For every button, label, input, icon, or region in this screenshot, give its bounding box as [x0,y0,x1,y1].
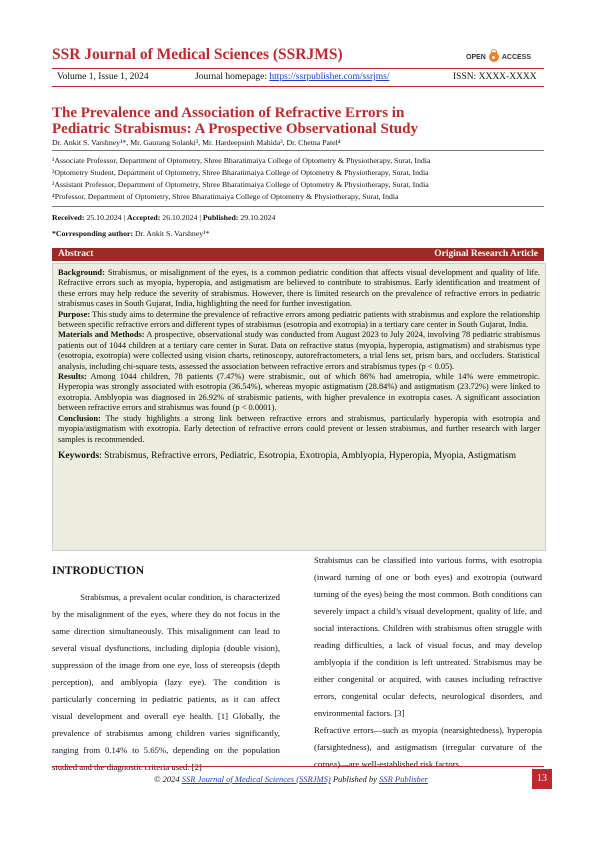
received-label: Received: [52,213,85,222]
abstract-conclusion [58,414,540,445]
footer-publisher-link[interactable]: SSR Publisher [379,774,428,784]
open-access-left: OPEN [466,53,486,61]
corresponding-name: Dr. Ankit S. Varshney¹* [135,229,210,238]
article-type: Original Research Article [434,249,538,259]
footer-prefix: © 2024 [154,774,182,784]
corresponding-author [52,229,209,238]
abstract-heading: Abstract [58,249,94,259]
affiliation-rule-top [52,150,544,151]
footer-journal-link[interactable]: SSR Journal of Medical Sciences (SSRJMS) [181,774,331,784]
background-text: Strabismus, or misalignment of the eyes, is a common pediatric condition that affects visual development and quality of life. Refractive errors such as myopia, hyperopia, and astigmatism are believed to contribute to strabismus. Early identification and treatment of these errors may help reduce the severity of strabismus. However, there is limited research on the prevalence of refractive errors in pediatric strabismus cases in South Gujarat, India, highlighting the need for further investigation. [58,268,541,309]
header-rule-top [52,68,544,69]
published-date: 29.10.2024 [240,213,276,222]
accepted-date: 26.10.2024 [162,213,198,222]
article-dates: Received: 25.10.2024 | Accepted: 26.10.2024 | Published: 29.10.2024 [52,213,276,222]
affiliation-4: ⁴Professor, Department of Optometry, Shree Bharatimaiya College of Optometry & Physiotherapy, Surat, India [52,192,399,201]
accepted-label: Accepted: [127,213,161,222]
authors: Dr. Ankit S. Varshney¹*, Mr. Gaurang Solanki², Mr. Hardeepsinh Mahida³, Dr. Chetna Patel⁴ [52,138,341,147]
introduction-heading: INTRODUCTION [52,565,145,577]
published-label: Published: [202,213,239,222]
journal-name: SSR Journal of Medical Sciences (SSRJMS) [52,46,343,63]
methods-text: A prospective, observational study was conducted from August 2023 to July 2024, involving 78 pediatric strabismus patients out of 1044 children at a tertiary care center in Surat. Data on refractive status (myopia, hyperopia, astigmatism) and strabismus type (esotropia, exotropia) were collected using vision charts, retinoscopy, autorefractometers, a trial lens set, prism bars, and occluders. Statistical analysis, including chi-square tests, assessed the association between refractive errors and strabismus types (p < 0.05). [58,330,540,371]
keywords-text: : Strabismus, Refractive errors, Pediatric, Esotropia, Exotropia, Amblyopia, Hyperopia, Myopia, Astigmatism [99,450,517,461]
footer-middle: Published by [330,774,380,784]
body-left-column: Strabismus, a prevalent ocular condition, is characterized by the misalignment of the eyes, where they do not focus in the same direction simultaneously. This misalignment can lead to several visual dysfunctions, including diplopia (double vision), suppression of the image from one eye, loss of stereopsis (depth perception), and amblyopia (lazy eye). The condition is particularly concerning in pediatric patients, as it can affect visual development and overall eye health. [1] Globally, the prevalence of strabismus among children varies significantly, ranging from 0.14% to 5.65%, depending on the population studied and the diagnostic criteria used. [2] [52,592,280,772]
abstract-purpose [58,310,540,331]
footer [52,774,530,784]
abstract-bar [52,248,544,261]
page-number: 13 [532,769,552,789]
results-text: Among 1044 children, 78 patients (7.47%) were strabismic, out of which 86% had ametropia, while 14% were emmetropic. Hyperopia was strongly associated with esotropia (36.54%), whereas myopic astigmatism (28.84%) and astigmatism (23.72%) were linked to exotropia. Amblyopia was diagnosed in 26.92% of strabismic patients, with higher prevalence in exotropia cases. A significant association between refractive errors and strabismus was found (p < 0.0001). [58,372,540,413]
abstract-results [58,372,540,414]
affiliation-rule-bottom [52,206,544,207]
body-right-paragraph-2: Refractive errors—such as myopia (nearsightedness), hyperopia (farsightedness), and astigmatism (irregular curvature of the cornea)—are well-established risk factors [314,725,542,769]
open-lock-icon [489,52,499,62]
homepage-label: Journal homepage: [195,72,270,82]
body-right-paragraph-1: Strabismus can be classified into various forms, with esotropia (inward turning of one or both eyes) and exotropia (outward turning of the eyes) being the most common. Both conditions can severely impact a child’s visual development, quality of life, and social interactions. Children with strabismus often struggle with reading difficulties, a lack of visual focus, and may develop amblyopia if the condition is left untreated. Strabismus may be either congenital or acquired, with causes including refractive errors, congenital ocular defects, neurological disorders, and environmental factors. [3] [314,555,542,718]
corresponding-label: *Corresponding author: [52,229,134,238]
purpose-label: Purpose: [58,309,91,319]
affiliation-2: ²Optometry Student, Department of Optometry, Shree Bharatimaiya College of Optometry & Physiotherapy, Surat, India [52,168,429,177]
results-label: Results: [58,372,87,382]
conclusion-text: The study highlights a strong link between refractive errors and strabismus, particularly hyperopia with esotropia and myopia/astigmatism with exotropia. Early detection of refractive errors could prevent or lessen strabismus, and further research with larger samples is recommended. [58,413,540,444]
abstract-keywords [58,450,540,462]
homepage-link[interactable]: https://ssrpublisher.com/ssrjms/ [269,72,390,82]
footer-rule [52,766,544,767]
open-access-logo [466,52,531,62]
journal-homepage [195,72,389,82]
keywords-label: Keywords [58,450,100,461]
affiliation-3: ³Assistant Professor, Department of Optometry, Shree Bharatimaiya College of Optometry & Physiotherapy, Surat, India [52,180,429,189]
purpose-text: This study aims to determine the prevalence of refractive errors among pediatric patients with strabismus and explore the relationship between specific refractive errors and different types of strabismus (esotropia and exotropia) in a tertiary care center in South Gujarat, India. [58,309,540,330]
open-access-right: ACCESS [501,53,532,61]
abstract-box [52,263,546,551]
article-title: The Prevalence and Association of Refractive Errors in Pediatric Strabismus: A Prospective Observational Study [52,105,418,137]
issn: ISSN: XXXX-XXXX [453,72,537,82]
received-date: 25.10.2024 [86,213,122,222]
conclusion-label: Conclusion: [58,413,101,423]
abstract-methods [58,330,540,372]
background-label: Background: [58,268,105,277]
affiliation-1: ¹Associate Professor, Department of Optometry, Shree Bharatimaiya College of Optometry & Physiotherapy, Surat, India [52,156,431,165]
abstract-background [58,268,540,310]
header-rule-bottom [52,86,544,87]
volume-issue: Volume 1, Issue 1, 2024 [57,72,149,82]
body-right-column [314,552,542,773]
methods-label: Materials and Methods: [58,330,145,340]
